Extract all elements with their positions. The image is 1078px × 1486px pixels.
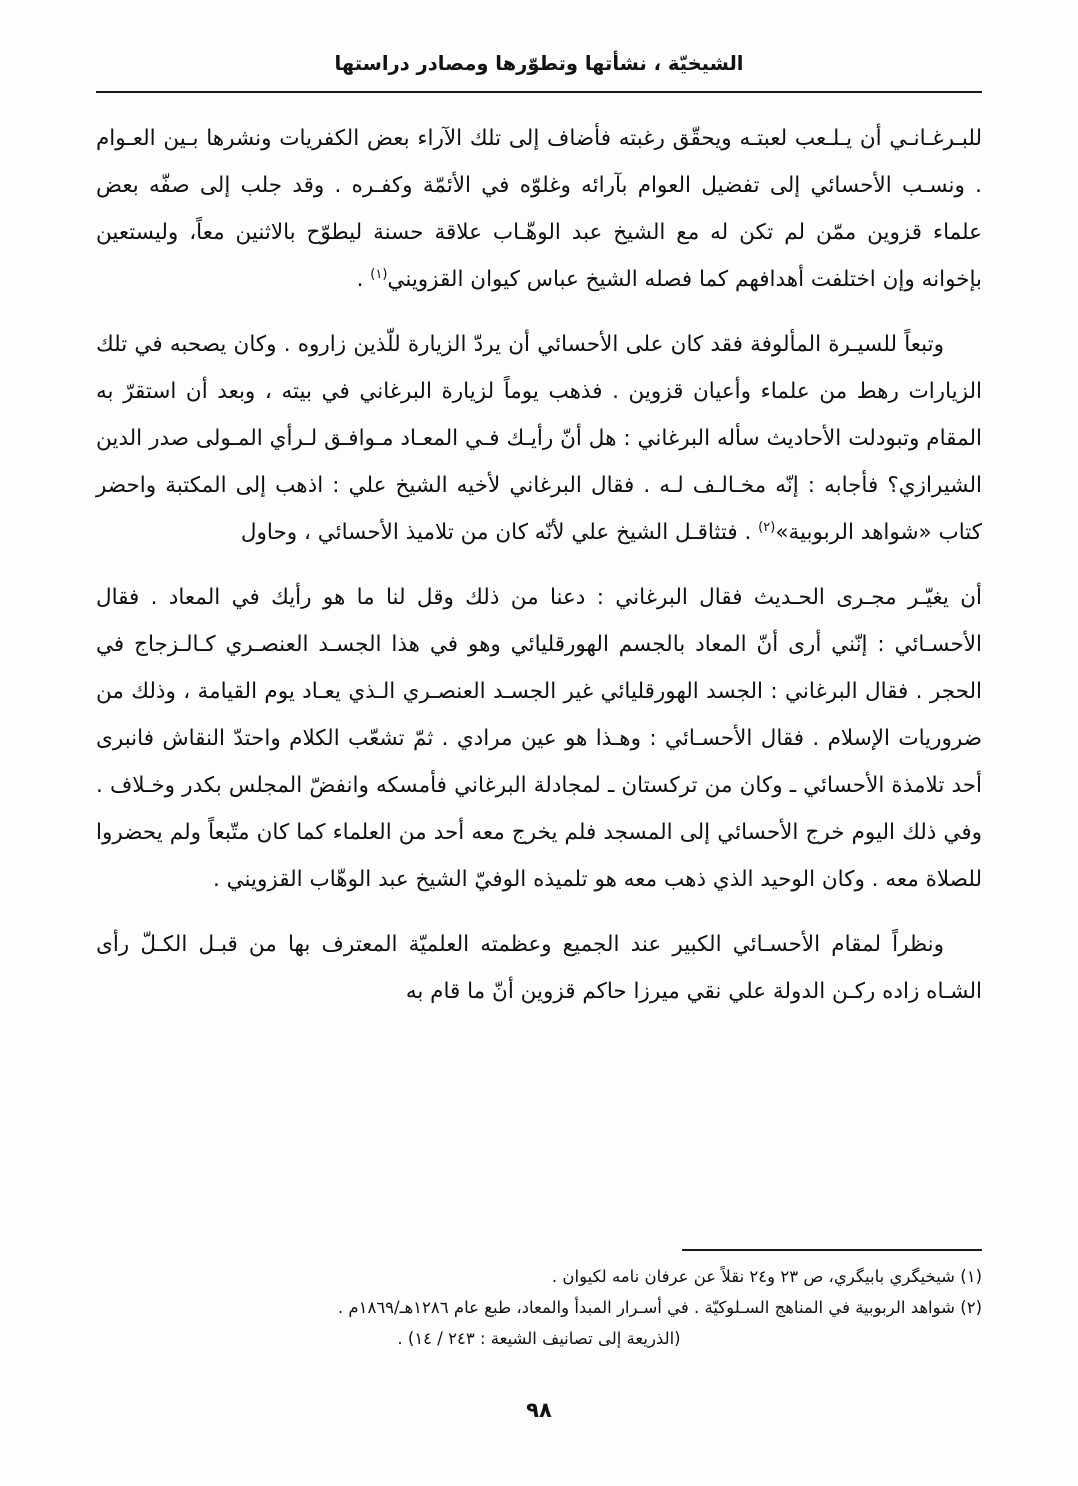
footnote-ref-2[interactable]: (٢) [758,519,776,535]
page-content [96,52,982,1446]
footnotes-section [96,1249,982,1354]
footnote-divider [682,1249,982,1251]
header-divider [96,91,982,93]
paragraph-1-text: للبـرغـانـي أن يـلـعب لعبتـه ويحقّق رغبته فأضاف إلى تلك الآراء بعض الكفريات ونشرها بـين العـوام . ونسـب الأحسائي إلى تفضيل العوام بآرائه وغلوّه في الأئمّة وكفـره . وقد جلب إلى صفّه بعض علماء قزوين ممّن لم تكن له مع الشيخ عبد الوهّـاب علاقة حسنة ليطوّح بالاثنين معاً، وليستعين بإخوانه وإن اختلفت أهدافهم كما فصله الشيخ عباس كيوان القزويني [96,126,982,292]
paragraph-2-tail: . فتثاقـل الشيخ علي لأنّه كان من تلاميذ الأحسائي ، وحاول [240,520,759,545]
page-body [96,115,982,1015]
paragraph-1-tail: . [356,267,371,292]
footnote-ref-1[interactable]: (١) [370,266,388,282]
page-number: ٩٨ [526,1398,552,1422]
paragraph-4: ونظراً لمقام الأحسـائي الكبير عند الجميع وعظمته العلميّة المعترف بها من قبـل الكـلّ رأى الشـاه زاده ركـن الدولة علي نقي ميرزا حاكم قزوين أنّ ما قام به [96,932,982,1004]
footnote-2-continuation: (الذريعة إلى تصانيف الشيعة : ٢٤٣ / ١٤) . [397,1329,681,1348]
paragraph-2-text: وتبعاً للسيـرة المألوفة فقد كان على الأحسائي أن يردّ الزيارة للّذين زاروه . وكان يصحبه في تلك الزيارات رهط من علماء وأعيان قزوين . فذهب يوماً لزيارة البرغاني في بيته ، وبعد أن استقرّ به المقام وتبودلت الأحاديث سأله البرغاني : هل أنّ رأيـك فـي المعـاد مـوافـق لـرأي المـولى صدر الدين الشيرازي؟ فأجابه : إنّه مخـالـف لـه . فقال البرغاني لأخيه الشيخ علي : اذهب إلى المكتبة واحضر كتاب «شواهد الربوبية» [96,332,982,545]
footnote-1: (١) شيخيگري بابيگري، ص ٢٣ و٢٤ نقلاً عن عرفان نامه لكيوان . [551,1267,982,1286]
running-header: الشيخيّة ، نشأتها وتطوّرها ومصادر دراستها [334,52,744,75]
paragraph-1 [96,115,982,303]
paragraph-3: أن يغيّـر مجـرى الحـديث فقال البرغاني : دعنا من ذلك وقل لنا ما هو رأيك في المعاد . فقال الأحسـائي : إنّني أرى أنّ المعاد بالجسم الهورقليائي وهو في هذا الجسـد العنصـري كـالـزجاج في الحجر . فقال البرغاني : الجسد الهورقليائي غير الجسـد العنصـري الـذي يعـاد يوم القيامة ، وذلك من ضروريات الإسلام . فقال الأحسـائي : وهـذا هو عين مرادي . ثمّ تشعّب الكلام واحتدّ النقاش فانبرى أحد تلامذة الأحسائي ـ وكان من تركستان ـ لمجادلة البرغاني فأمسكه وانفضّ المجلس بكدر وخـلاف . وفي ذلك اليوم خرج الأحسائي إلى المسجد فلم يخرج معه أحد من العلماء كما كان متّبعاً ولم يحضروا للصلاة معه . وكان الوحيد الذي ذهب معه هو تلميذه الوفيّ الشيخ عبد الوهّاب القزويني . [96,585,982,892]
paragraph-2 [96,321,982,556]
footnote-2: (٢) شواهد الربوبية في المناهج السـلوكيّة . في أسـرار المبدأ والمعاد، طبع عام ١٢٨٦هـ/١٨٦٩م . [337,1298,982,1317]
